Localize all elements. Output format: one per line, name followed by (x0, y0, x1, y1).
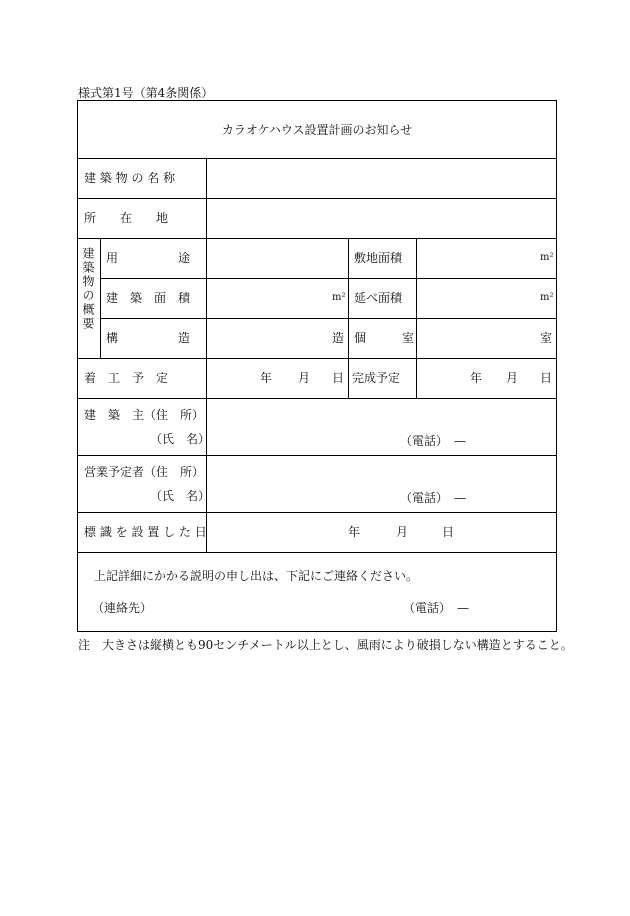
building-area-label: 建 築 面 積 (106, 291, 191, 305)
completion-label: 完成予定 (352, 371, 401, 385)
floor-area-label: 延べ面積 (354, 291, 403, 305)
start-year: 年 (260, 371, 273, 385)
row-divider (78, 512, 556, 513)
owner-address-label: 建 築 主（住 所） (84, 408, 205, 422)
sign-year: 年 (348, 525, 361, 539)
operator-name-label: （氏 名） (150, 489, 211, 503)
completion-month: 月 (506, 371, 519, 385)
operator-phone-label: （電話） — (400, 491, 467, 505)
row-divider (78, 238, 556, 239)
building-name-field[interactable] (208, 160, 554, 196)
overview-label: 建築物の概要 (81, 247, 95, 331)
completion-year: 年 (470, 371, 483, 385)
use-field[interactable] (208, 240, 346, 276)
row-divider (100, 318, 556, 319)
sign-day: 日 (442, 525, 455, 539)
row-divider (78, 158, 556, 159)
location-label: 所 在 地 (84, 211, 169, 225)
col-divider (348, 238, 349, 398)
footnote: 注 大きさは縦横とも90センチメートル以上とし、風雨により破損しない構造とすること。 (78, 638, 573, 652)
col-divider (416, 238, 417, 398)
sign-date-label: 標 識 を 設 置 し た 日 (84, 525, 207, 539)
row-divider (78, 358, 556, 359)
form-number: 様式第1号（第4条関係） (78, 86, 214, 100)
contact-phone-label: （電話） — (403, 601, 470, 615)
form-title: カラオケハウス設置計画のお知らせ (221, 123, 413, 137)
col-divider (100, 238, 101, 358)
contact-label: （連絡先） (92, 601, 153, 615)
row-divider (78, 552, 556, 553)
start-label: 着 工 予 定 (84, 371, 169, 385)
notice-form-table (77, 100, 557, 632)
operator-address-label: 営業予定者（住 所） (84, 465, 205, 479)
start-day: 日 (332, 371, 345, 385)
structure-suffix: 造 (332, 331, 345, 345)
completion-day: 日 (540, 371, 553, 385)
row-divider (78, 198, 556, 199)
rooms-label: 個 室 (354, 331, 415, 345)
building-name-label: 建 築 物 の 名 称 (84, 171, 176, 185)
contact-notice: 上記詳細にかかる説明の申し出は、下記にご連絡ください。 (94, 569, 419, 583)
owner-name-label: （氏 名） (150, 432, 211, 446)
use-label: 用 途 (106, 251, 191, 265)
sign-month: 月 (396, 525, 409, 539)
row-divider (78, 455, 556, 456)
location-field[interactable] (208, 200, 554, 236)
row-divider (100, 278, 556, 279)
row-divider (78, 398, 556, 399)
structure-label: 構 造 (106, 331, 191, 345)
owner-phone-label: （電話） — (400, 434, 467, 448)
building-area-unit: m² (332, 292, 346, 303)
floor-area-unit: m² (540, 292, 554, 303)
site-area-label: 敷地面積 (354, 251, 403, 265)
start-month: 月 (298, 371, 311, 385)
rooms-suffix: 室 (540, 331, 553, 345)
site-area-unit: m² (540, 252, 554, 263)
